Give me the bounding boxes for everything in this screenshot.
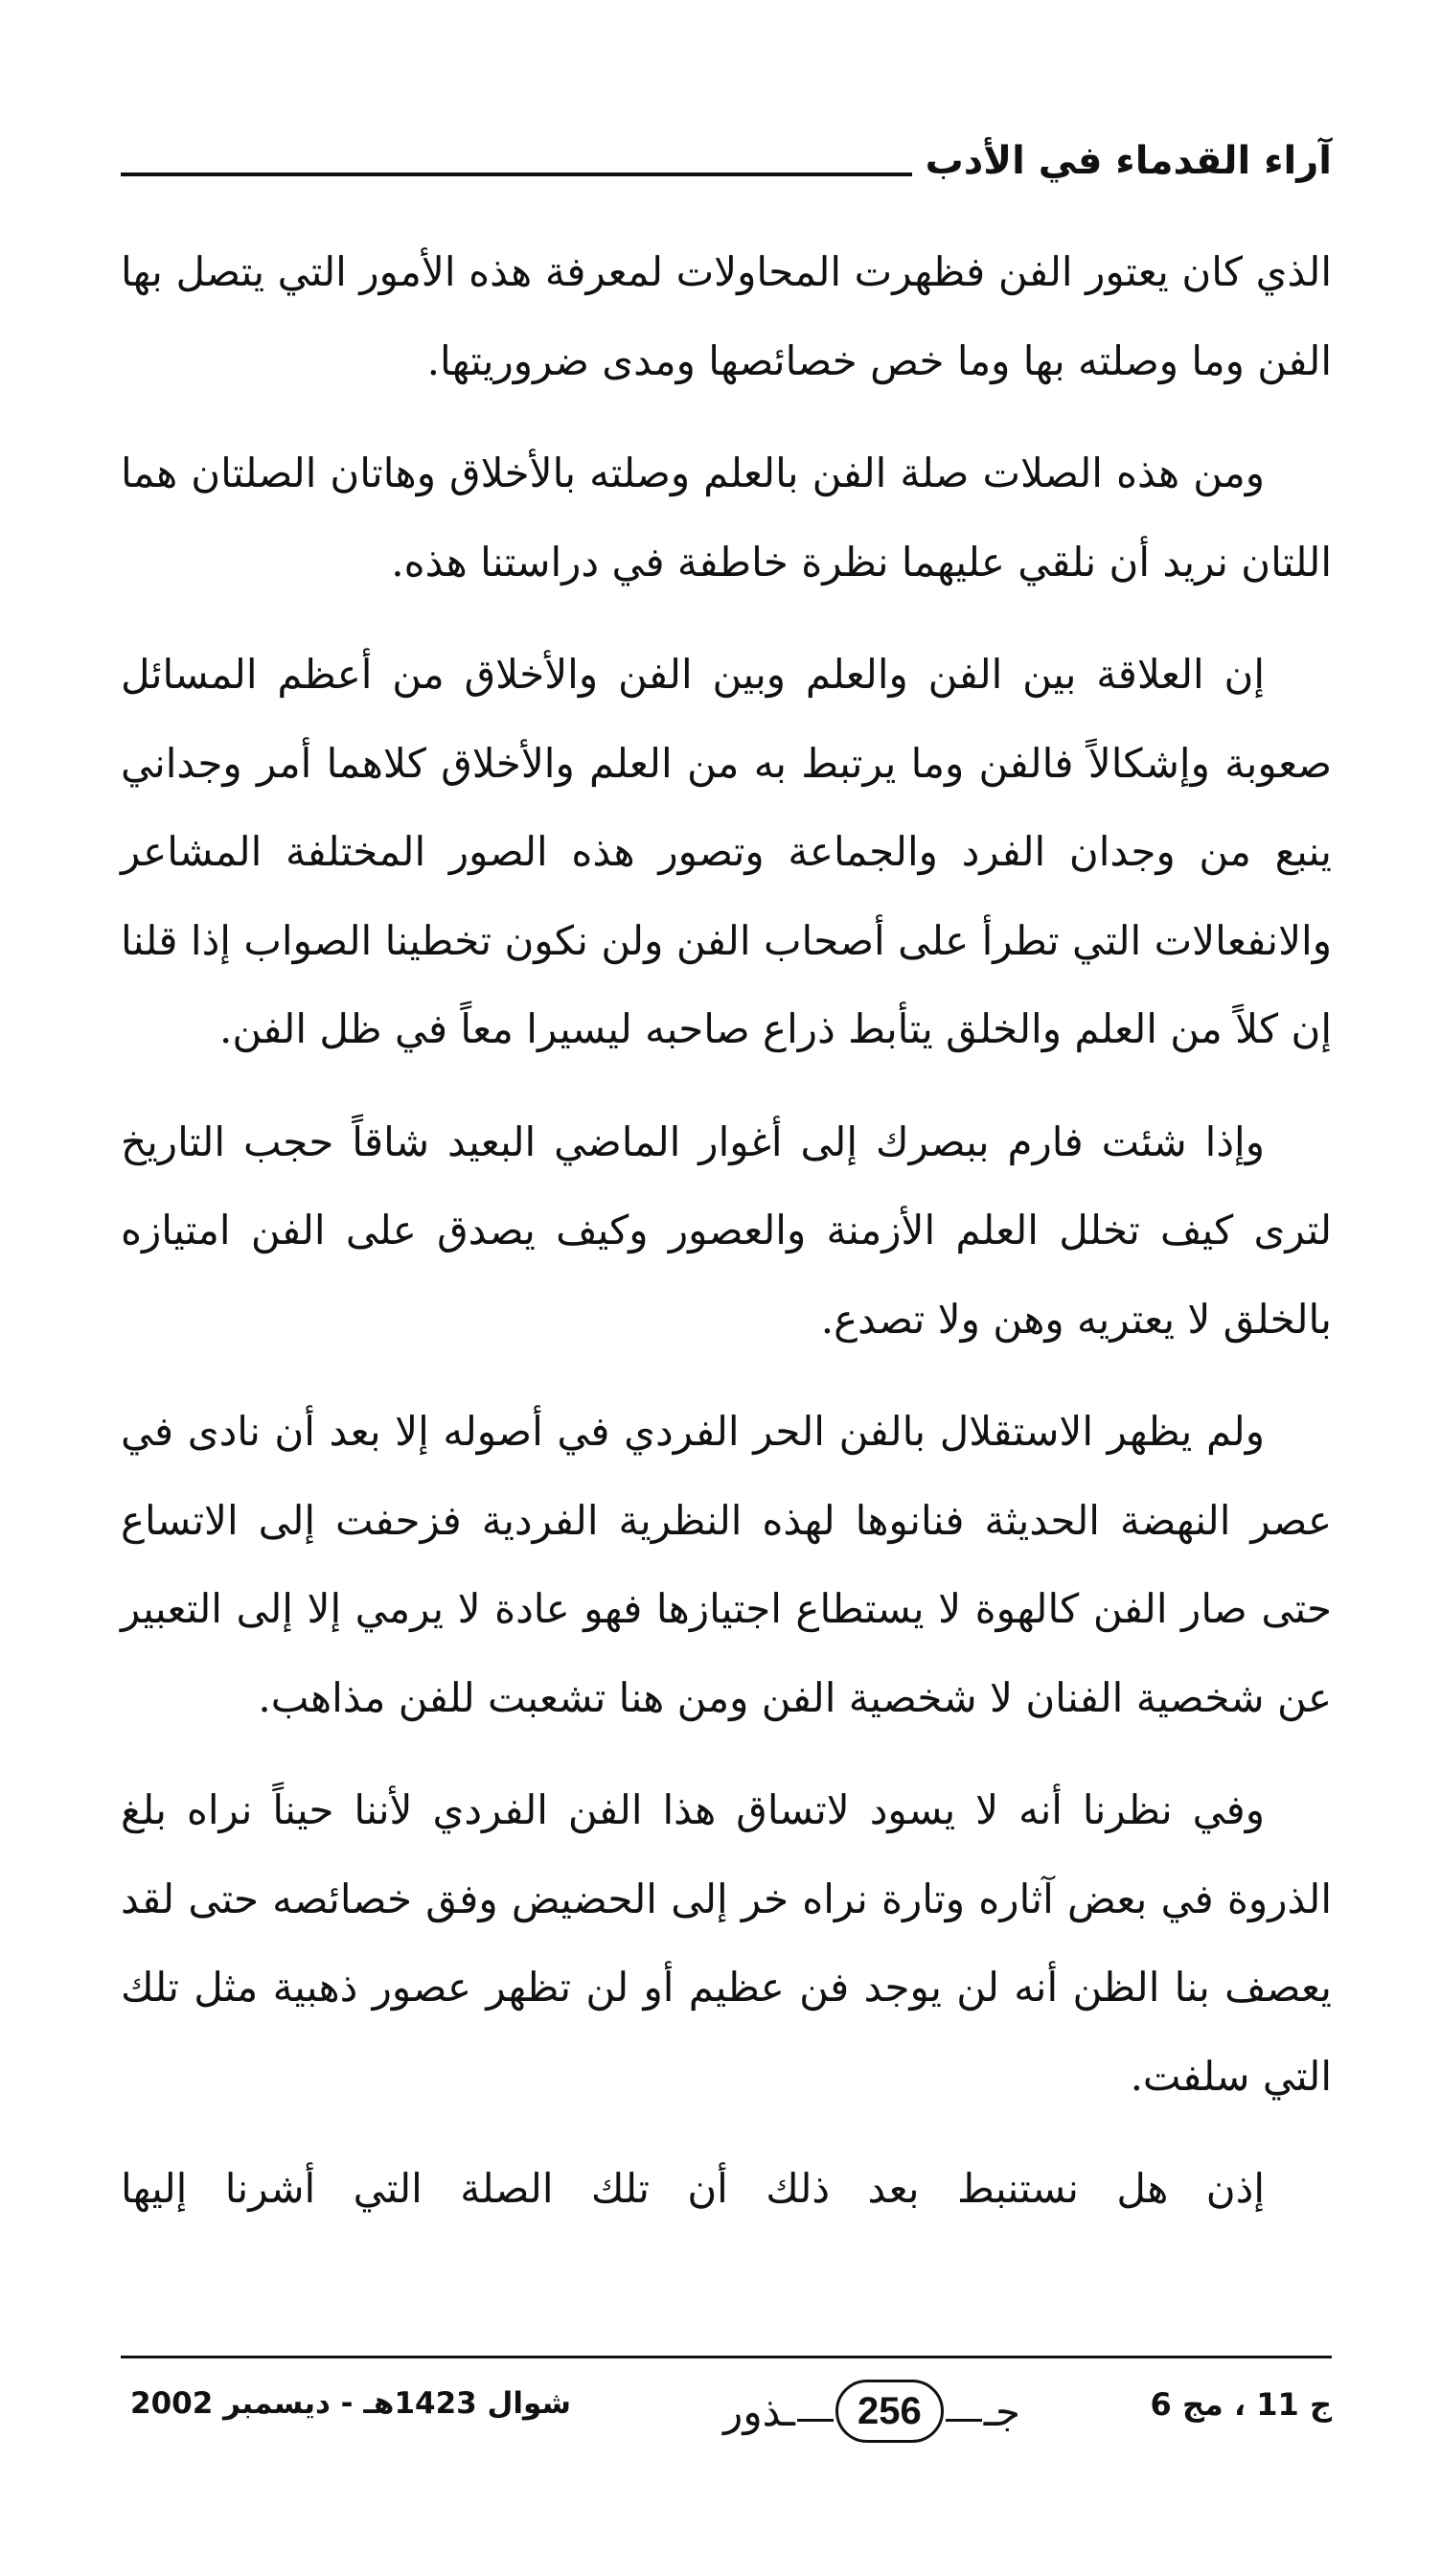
paragraph: وإذا شئت فارم ببصرك إلى أغوار الماضي البعيد شاقاً حجب التاريخ لترى كيف تخلل العلم الأزمنة والعصور وكيف يصدق على الفن امتيازه بالخلق لا يعتريه وهن ولا تصدع. bbox=[121, 1117, 1332, 1343]
masthead-left: جـ bbox=[983, 2387, 1020, 2435]
paragraph-continuation: الذي كان يعتور الفن فظهرت المحاولات لمعرفة هذه الأمور التي يتصل بها الفن وما وصلته بها وما خص خصائصها ومدى ضروريتها. bbox=[121, 248, 1332, 384]
running-header bbox=[121, 113, 1332, 190]
header-rule bbox=[121, 172, 912, 176]
footer-rule bbox=[121, 2356, 1332, 2358]
paragraph: ومن هذه الصلات صلة الفن بالعلم وصلته بالأخلاق وهاتان الصلتان هما اللتان نريد أن نلقي عليهما نظرة خاطفة في دراستنا هذه. bbox=[121, 449, 1332, 586]
header-title: آراء القدماء في الأدب bbox=[925, 139, 1332, 183]
masthead-line bbox=[946, 2419, 982, 2422]
paragraph: وفي نظرنا أنه لا يسود لاتساق هذا الفن الفردي لأننا حيناً نراه بلغ الذروة في بعض آثاره وتارة نراه خر إلى الحضيض وفق خصائصه حتى لقد يعصف بنا الظن أنه لن يوجد فن عظيم أو لن تظهر عصور ذهبية مثل تلك التي سلفت. bbox=[121, 1786, 1332, 2100]
body-text bbox=[121, 228, 1332, 2258]
paragraph: إن العلاقة بين الفن والعلم وبين الفن والأخلاق من أعظم المسائل صعوبة وإشكالاً فالفن وما يرتبط به من العلم والأخلاق كلاهما أمر وجداني ينبع من وجدان الفرد والجماعة وتصور هذه الصور المختلفة المشاعر والانفعالات التي تطرأ على أصحاب الفن ولن نكون تخطينا الصواب إذا قلنا إن كلاً من العلم والخلق يتأبط ذراع صاحبه ليسيرا معاً في ظل الفن. bbox=[121, 651, 1332, 1052]
paragraph-continues: إذن هل نستنبط بعد ذلك أن تلك الصلة التي أشرنا إليها bbox=[121, 2165, 1265, 2212]
issue-volume: ج 11 ، مج 6 bbox=[1150, 2386, 1332, 2423]
page-number: 256 bbox=[835, 2380, 944, 2443]
journal-masthead bbox=[723, 2373, 1020, 2450]
masthead-line bbox=[797, 2419, 834, 2422]
paragraph: ولم يظهر الاستقلال بالفن الحر الفردي في أصوله إلا بعد أن نادى في عصر النهضة الحديثة فنانوها لهذه النظرية الفردية فزحفت إلى الاتساع حتى صار الفن كالهوة لا يستطاع اجتيازها فهو عادة لا يرمي إلا إلى التعبير عن شخصية الفنان لا شخصية الفن ومن هنا تشعبت للفن مذاهب. bbox=[121, 1408, 1332, 1721]
masthead-right: ـذور bbox=[723, 2387, 795, 2435]
page-footer bbox=[121, 2373, 1332, 2459]
publication-date: شوال 1423هـ - ديسمبر 2002 bbox=[130, 2386, 571, 2421]
